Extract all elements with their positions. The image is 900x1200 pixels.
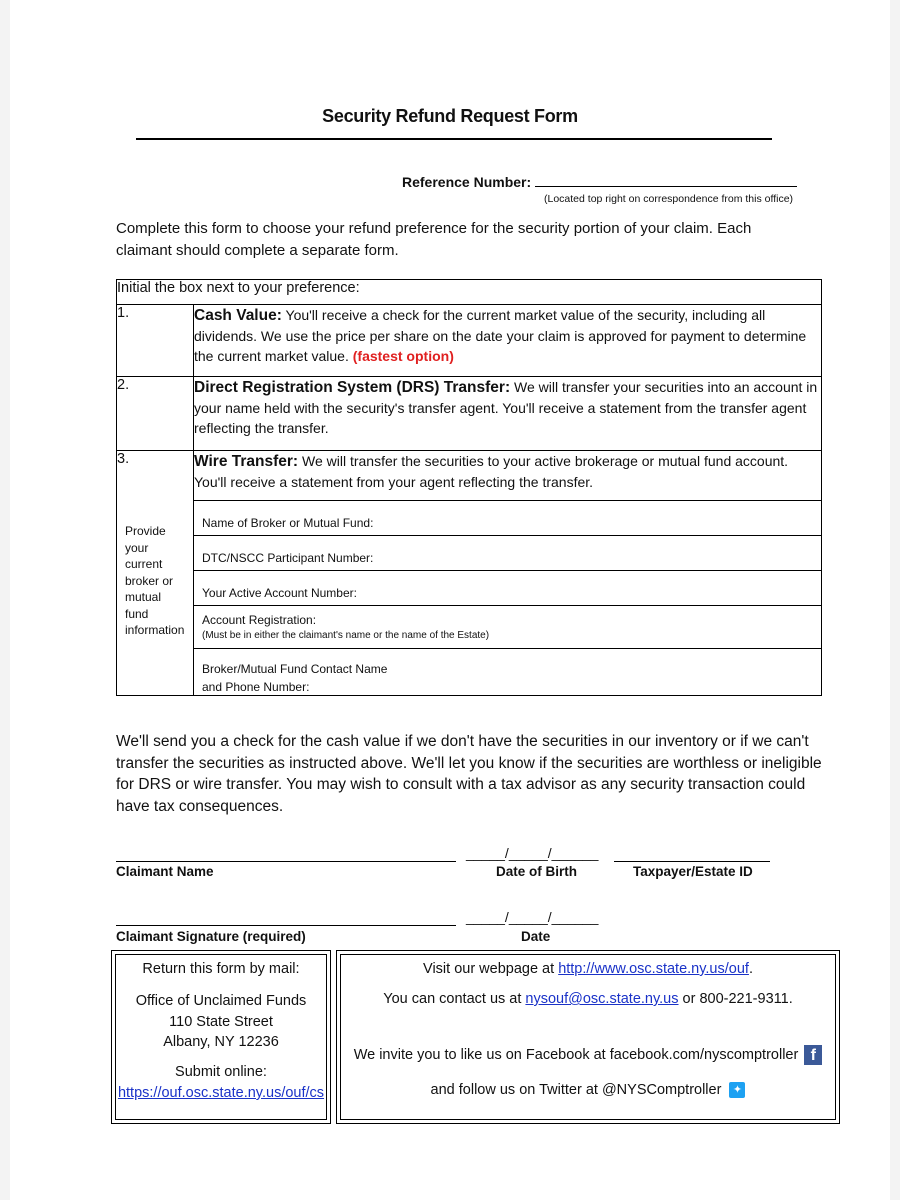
preference-table xyxy=(116,279,822,696)
street-address: 110 State Street xyxy=(169,1014,273,1030)
page-title: Security Refund Request Form xyxy=(322,106,578,126)
reference-number-note: (Located top right on correspondence from this office) xyxy=(544,193,794,205)
submit-online-label: Submit online: xyxy=(175,1064,267,1080)
taxpayer-id-label: Taxpayer/Estate ID xyxy=(633,864,753,879)
field-label: Name of Broker or Mutual Fund: xyxy=(202,516,374,530)
option-drs-transfer xyxy=(194,377,822,451)
webpage-line xyxy=(337,961,839,977)
option-description: We will transfer your securities into an account in your name held with the security's transfer agent. You'll receive a statement from the transfer agent reflecting the transfer. xyxy=(194,379,818,436)
outro-paragraph: We'll send you a check for the cash value if we don't have the securities in our inventory or if we can't transfer the securities as instructed above. We'll let you know if the securities are worthless or ineligible for DRS or wire transfer. You may wish to consult with a tax advisor as any security transaction could have tax consequences. xyxy=(116,733,822,815)
option-wire-transfer xyxy=(194,451,822,501)
option-cash-value xyxy=(194,305,822,377)
field-label: Account Registration: xyxy=(202,613,317,627)
webpage-prefix: Visit our webpage at xyxy=(423,961,559,977)
form-page xyxy=(10,0,890,1200)
reference-number-field[interactable] xyxy=(535,174,797,187)
date-of-birth-label: Date of Birth xyxy=(496,864,577,879)
email-link[interactable]: nysouf@osc.state.ny.us xyxy=(525,991,679,1007)
claimant-name-field[interactable] xyxy=(116,861,456,862)
twitter-line xyxy=(337,1082,839,1098)
contact-line xyxy=(337,991,839,1007)
fastest-option-badge: (fastest option) xyxy=(352,348,454,364)
date-of-birth-field[interactable]: _____/_____/______ xyxy=(466,845,599,861)
signature-date-field[interactable]: _____/_____/______ xyxy=(466,909,599,925)
field-note: (Must be in either the claimant's name or the name of the Estate) xyxy=(202,630,490,641)
reference-number-row xyxy=(402,174,797,190)
preference-header: Initial the box next to your preference: xyxy=(117,280,822,305)
reference-number-label: Reference Number: xyxy=(402,174,532,190)
claimant-name-label: Claimant Name xyxy=(116,864,214,879)
broker-contact-field[interactable] xyxy=(194,649,822,696)
option-title: Direct Registration System (DRS) Transfer: xyxy=(194,379,511,396)
field-label: Your Active Account Number: xyxy=(202,586,357,600)
claimant-signature-field[interactable] xyxy=(116,925,456,926)
mail-info-box xyxy=(111,950,331,1124)
dtc-participant-number-field[interactable] xyxy=(194,536,822,571)
submit-online-link[interactable]: https://ouf.osc.state.ny.us/ouf/cs xyxy=(117,1085,325,1101)
option-number: 3. xyxy=(117,451,130,467)
webpage-link[interactable]: http://www.osc.state.ny.us/ouf xyxy=(558,961,749,977)
broker-name-field[interactable] xyxy=(194,501,822,536)
city-state-zip: Albany, NY 12236 xyxy=(163,1034,279,1050)
taxpayer-id-field[interactable] xyxy=(614,861,770,862)
option-number: 1. xyxy=(117,305,130,321)
mail-heading: Return this form by mail: xyxy=(142,961,300,977)
office-name: Office of Unclaimed Funds xyxy=(135,993,307,1009)
intro-paragraph: Complete this form to choose your refund preference for the security portion of your claim. Each claimant should complete a separate form. xyxy=(116,220,752,259)
twitter-text: and follow us on Twitter at @NYSComptroller xyxy=(430,1082,722,1098)
twitter-icon[interactable]: ✦ xyxy=(729,1082,745,1098)
option-2-initial-box[interactable] xyxy=(117,377,194,451)
option-description: You'll receive a check for the current market value of the security, including all dividends. We use the price per share on the date your claim is approved for payment to determine the current market value. xyxy=(194,307,807,364)
option-1-initial-box[interactable] xyxy=(117,305,194,377)
phone-number: or 800-221-9311. xyxy=(678,991,793,1007)
field-label: Broker/Mutual Fund Contact Name xyxy=(202,662,388,676)
option-description: We will transfer the securities to your active brokerage or mutual fund account. You'll receive a statement from your agent reflecting the transfer. xyxy=(194,453,789,490)
title-divider xyxy=(136,138,772,140)
option-number: 2. xyxy=(117,377,130,393)
claimant-signature-label: Claimant Signature (required) xyxy=(116,929,306,944)
contact-info-box xyxy=(336,950,840,1124)
broker-info-prompt: Provide your current broker or mutual fund information xyxy=(125,524,185,637)
field-label: and Phone Number: xyxy=(202,680,310,694)
webpage-suffix: . xyxy=(748,961,753,977)
account-registration-field[interactable] xyxy=(194,606,822,649)
option-title: Wire Transfer: xyxy=(194,453,299,470)
contact-prefix: You can contact us at xyxy=(383,991,526,1007)
facebook-icon[interactable]: f xyxy=(804,1045,822,1065)
signature-date-label: Date xyxy=(521,929,551,944)
option-3-initial-box[interactable] xyxy=(117,451,194,696)
option-title: Cash Value: xyxy=(194,307,282,324)
facebook-line xyxy=(337,1045,839,1065)
facebook-text: We invite you to like us on Facebook at facebook.com/nyscomptroller xyxy=(353,1046,799,1063)
account-number-field[interactable] xyxy=(194,571,822,606)
field-label: DTC/NSCC Participant Number: xyxy=(202,551,374,565)
